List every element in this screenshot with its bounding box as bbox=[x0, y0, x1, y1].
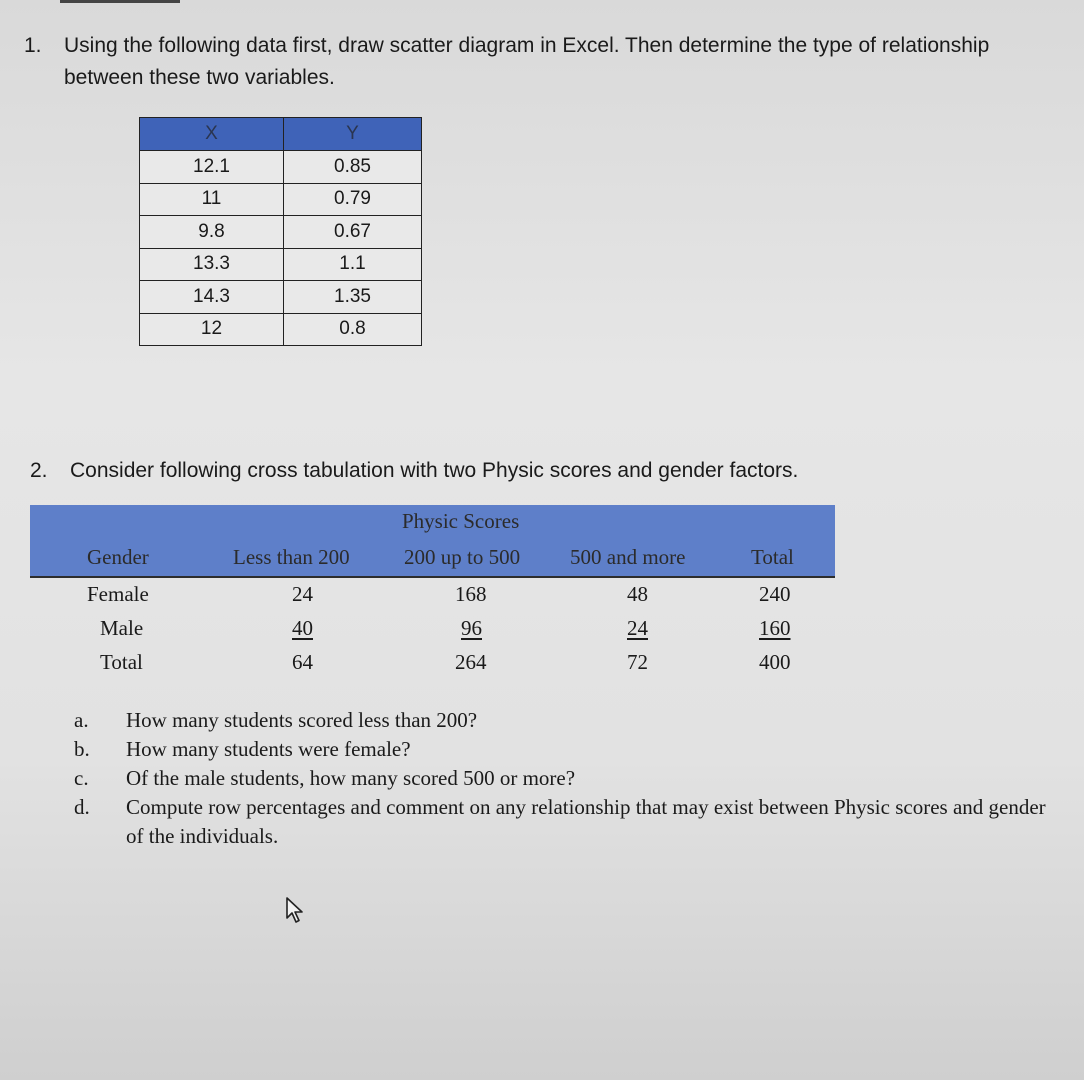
row-label: Total bbox=[100, 650, 143, 674]
top-rule bbox=[60, 0, 180, 3]
question-2-number: 2. bbox=[30, 459, 48, 482]
cell: 64 bbox=[292, 650, 313, 674]
item-label: b. bbox=[74, 737, 90, 761]
cell: 40 bbox=[292, 616, 313, 640]
cell: 72 bbox=[627, 650, 648, 674]
question-1-number: 1. bbox=[24, 34, 42, 57]
table-row bbox=[30, 646, 835, 680]
item-label: c. bbox=[74, 766, 89, 790]
cell: 400 bbox=[759, 650, 791, 674]
x-cell: 11 bbox=[140, 183, 284, 216]
cell: 168 bbox=[455, 582, 487, 606]
cell: 240 bbox=[759, 582, 791, 606]
x-cell: 13.3 bbox=[140, 248, 284, 281]
mouse-pointer-icon bbox=[285, 896, 307, 929]
table-row bbox=[140, 183, 422, 216]
y-header: Y bbox=[284, 118, 422, 151]
table-row bbox=[140, 313, 422, 346]
table-row bbox=[30, 578, 835, 612]
item-text: How many students scored less than 200? bbox=[126, 708, 478, 732]
y-cell: 0.8 bbox=[284, 313, 422, 346]
list-item bbox=[74, 735, 1064, 764]
item-label: d. bbox=[74, 795, 90, 819]
item-label: a. bbox=[74, 708, 89, 732]
y-cell: 1.35 bbox=[284, 281, 422, 314]
cell: 24 bbox=[292, 582, 313, 606]
table-row bbox=[140, 281, 422, 314]
y-cell: 0.85 bbox=[284, 151, 422, 184]
question-2-text: Consider following cross tabulation with two Physic scores and gender factors. bbox=[70, 459, 799, 482]
table-row bbox=[140, 248, 422, 281]
crosstab-header bbox=[30, 505, 835, 578]
y-cell: 0.79 bbox=[284, 183, 422, 216]
xy-data-table bbox=[139, 117, 422, 346]
table-row bbox=[30, 612, 835, 646]
table-row bbox=[140, 216, 422, 249]
question-1-text: Using the following data first, draw scatter diagram in Excel. Then determine the type of relationship between these two variables. bbox=[64, 34, 990, 89]
item-text: Of the male students, how many scored 500 or more? bbox=[126, 766, 576, 790]
sub-questions bbox=[74, 706, 1064, 851]
x-cell: 9.8 bbox=[140, 216, 284, 249]
cell: 264 bbox=[455, 650, 487, 674]
x-cell: 14.3 bbox=[140, 281, 284, 314]
cell: 96 bbox=[461, 616, 482, 640]
x-header: X bbox=[140, 118, 284, 151]
x-cell: 12.1 bbox=[140, 151, 284, 184]
group-header: Physic Scores bbox=[402, 509, 520, 533]
row-label: Female bbox=[87, 582, 149, 606]
question-1 bbox=[24, 30, 1014, 94]
row-label: Male bbox=[100, 616, 144, 640]
x-cell: 12 bbox=[140, 313, 284, 346]
cell: 48 bbox=[627, 582, 648, 606]
crosstab-table bbox=[30, 505, 835, 680]
col-header-gender: Gender bbox=[87, 545, 149, 569]
y-cell: 0.67 bbox=[284, 216, 422, 249]
col-header-less-200: Less than 200 bbox=[233, 545, 350, 569]
col-header-total: Total bbox=[751, 545, 794, 569]
col-header-500-more: 500 and more bbox=[570, 545, 686, 569]
cell: 24 bbox=[627, 616, 648, 640]
list-item bbox=[74, 793, 1064, 851]
xy-header-row bbox=[140, 118, 422, 151]
list-item bbox=[74, 706, 1064, 735]
item-text: Compute row percentages and comment on any relationship that may exist between Physic scores and gender of the individuals. bbox=[126, 795, 1046, 848]
list-item bbox=[74, 764, 1064, 793]
item-text: How many students were female? bbox=[126, 737, 411, 761]
question-2 bbox=[30, 455, 930, 487]
table-row bbox=[140, 151, 422, 184]
cell: 160 bbox=[759, 616, 791, 640]
col-header-200-500: 200 up to 500 bbox=[404, 545, 521, 569]
y-cell: 1.1 bbox=[284, 248, 422, 281]
